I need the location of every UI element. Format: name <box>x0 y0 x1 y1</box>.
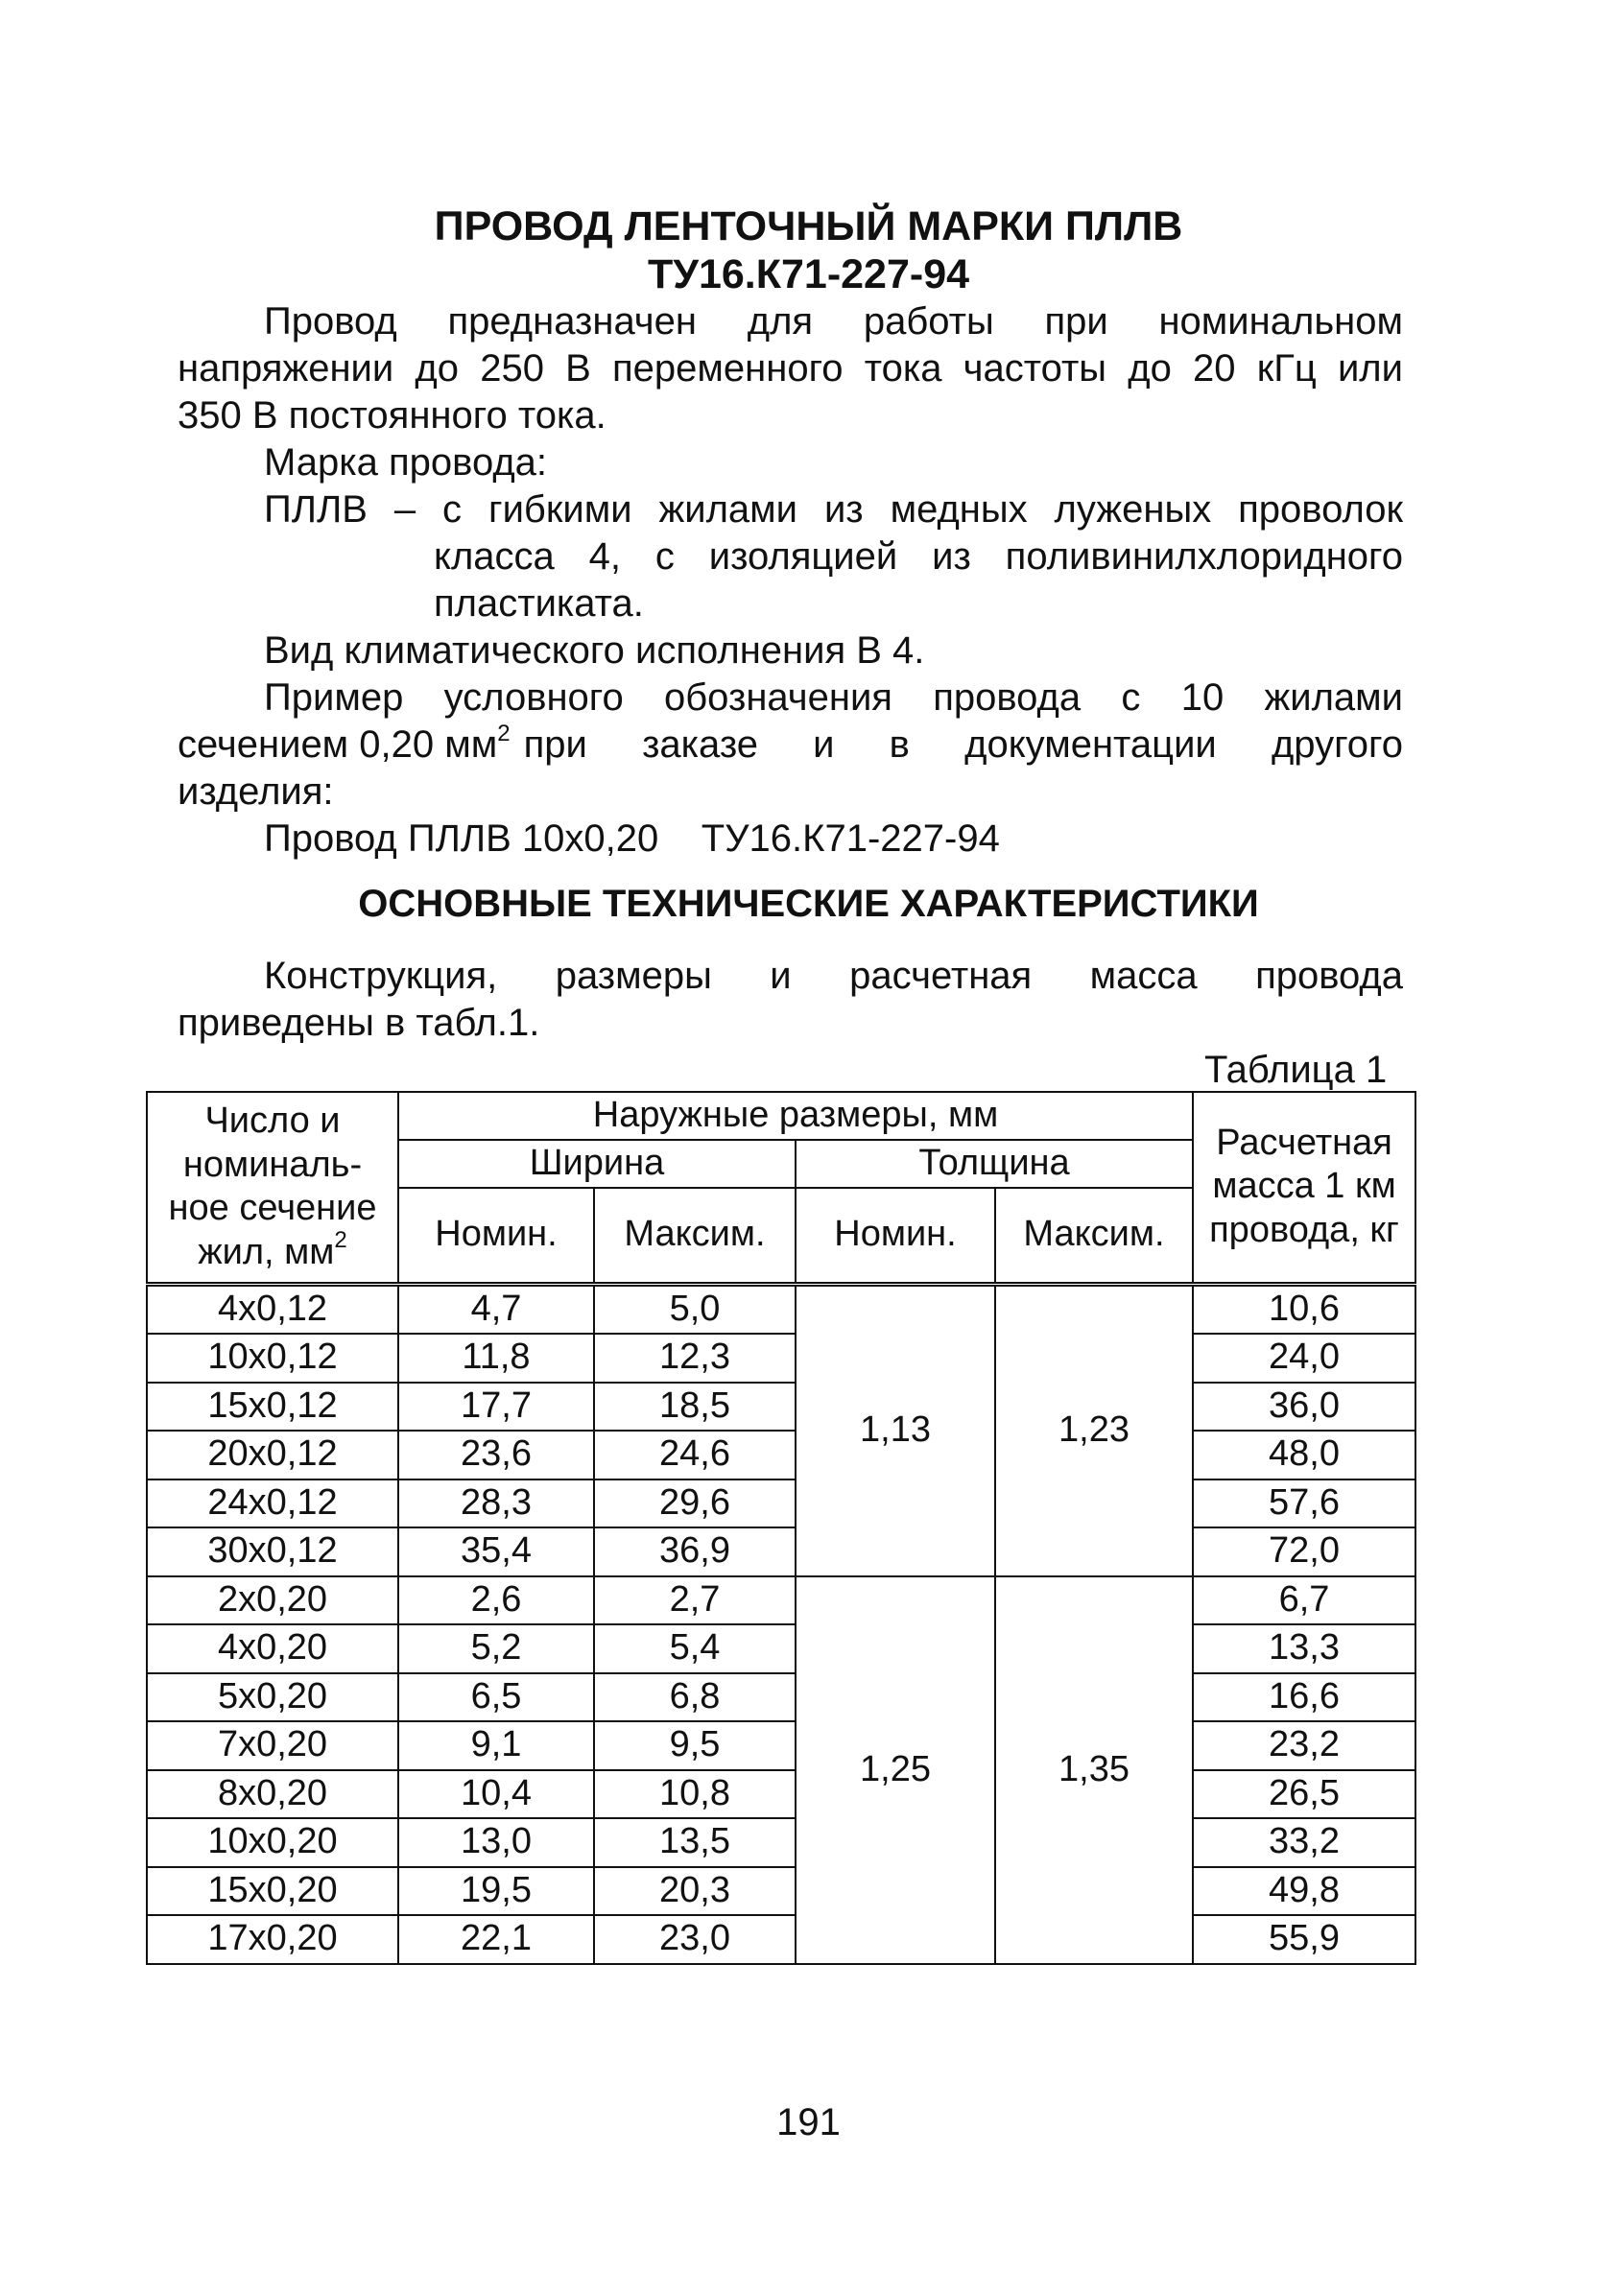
brand-label: Марка провода: <box>264 441 548 484</box>
table-row: 10х0,20 13,0 13,5 33,2 <box>147 1818 1415 1867</box>
example-line-2-end: при заказе и в документации другого <box>523 723 1403 766</box>
thickness-max-group-2: 1,35 <box>995 1576 1193 1964</box>
table-row: 20х0,12 23,6 24,6 48,0 <box>147 1431 1415 1479</box>
header-thickness: Толщина <box>796 1140 1193 1188</box>
header-outer-dimensions: Наружные размеры, мм <box>398 1092 1193 1140</box>
table-row: 10х0,12 11,8 12,3 24,0 <box>147 1334 1415 1383</box>
header-thickness-nom: Номин. <box>796 1188 995 1284</box>
intro-line-3: 350 В постоянного тока. <box>178 394 606 437</box>
thickness-nom-group-2: 1,25 <box>796 1576 995 1964</box>
table-row: 2х0,20 2,6 2,7 1,25 1,35 6,7 <box>147 1576 1415 1625</box>
table-row: 4х0,12 4,7 5,0 1,13 1,23 10,6 <box>147 1284 1415 1334</box>
intro-line-1: Провод предназначен для работы при номинальном <box>264 300 1403 343</box>
table-row: 15х0,20 19,5 20,3 49,8 <box>147 1867 1415 1916</box>
table-row: 8х0,20 10,4 10,8 26,5 <box>147 1770 1415 1819</box>
doc-title: ПРОВОД ЛЕНТОЧНЫЙ МАРКИ ПЛЛВ <box>434 203 1183 249</box>
example-line-1: Пример условного обозначения провода с 10 жилами <box>264 676 1403 719</box>
header-thickness-max: Максим. <box>995 1188 1193 1284</box>
table-row: 24х0,12 28,3 29,6 57,6 <box>147 1479 1415 1528</box>
doc-subtitle: ТУ16.К71-227-94 <box>647 251 970 297</box>
brand-line-2: класса 4, с изоляцией из поливинилхлоридного <box>434 535 1403 578</box>
header-width-max: Максим. <box>594 1188 796 1284</box>
example-line-3: изделия: <box>178 770 334 813</box>
section-heading: ОСНОВНЫЕ ТЕХНИЧЕСКИЕ ХАРАКТЕРИСТИКИ <box>358 883 1259 925</box>
table-row: 30х0,12 35,4 36,9 72,0 <box>147 1527 1415 1576</box>
brand-line-3: пластиката. <box>434 582 644 625</box>
table-row: 7х0,20 9,1 9,5 23,2 <box>147 1721 1415 1770</box>
header-width-nom: Номин. <box>398 1188 594 1284</box>
page-number: 191 <box>776 2101 841 2143</box>
header-mass: Расчетная масса 1 км провода, кг <box>1193 1092 1415 1284</box>
section-line-2: приведены в табл.1. <box>178 1002 540 1044</box>
thickness-max-group-1: 1,23 <box>995 1284 1193 1576</box>
thickness-nom-group-1: 1,13 <box>796 1284 995 1576</box>
table-header <box>147 1092 1415 1284</box>
spec-table <box>146 1091 1416 1965</box>
table-label: Таблица 1 <box>1204 1049 1388 1091</box>
example-line-2 <box>178 723 1403 767</box>
table-body <box>147 1284 1415 1964</box>
brand-line-1: ПЛЛВ – с гибкими жилами из медных луженых проволок <box>264 488 1403 531</box>
header-width: Ширина <box>398 1140 796 1188</box>
section-line-1: Конструкция, размеры и расчетная масса провода <box>264 955 1403 997</box>
table-row: 5х0,20 6,5 6,8 16,6 <box>147 1673 1415 1722</box>
table-row: 4х0,20 5,2 5,4 13,3 <box>147 1624 1415 1673</box>
designation-line: Провод ПЛЛВ 10х0,20 ТУ16.К71-227-94 <box>264 817 1000 860</box>
example-line-2-start: сечением 0,20 $мм^2$ <box>178 721 511 766</box>
climate-line: Вид климатического исполнения В 4. <box>264 629 925 672</box>
table-row: 17х0,20 22,1 23,0 55,9 <box>147 1915 1415 1964</box>
intro-line-2: напряжении до 250 В переменного тока частоты до 20 кГц или <box>178 347 1403 390</box>
header-cores: Число и номиналь- ное сечение жил, $мм^2$ <box>147 1092 398 1284</box>
table-row: 15х0,12 17,7 18,5 36,0 <box>147 1383 1415 1432</box>
